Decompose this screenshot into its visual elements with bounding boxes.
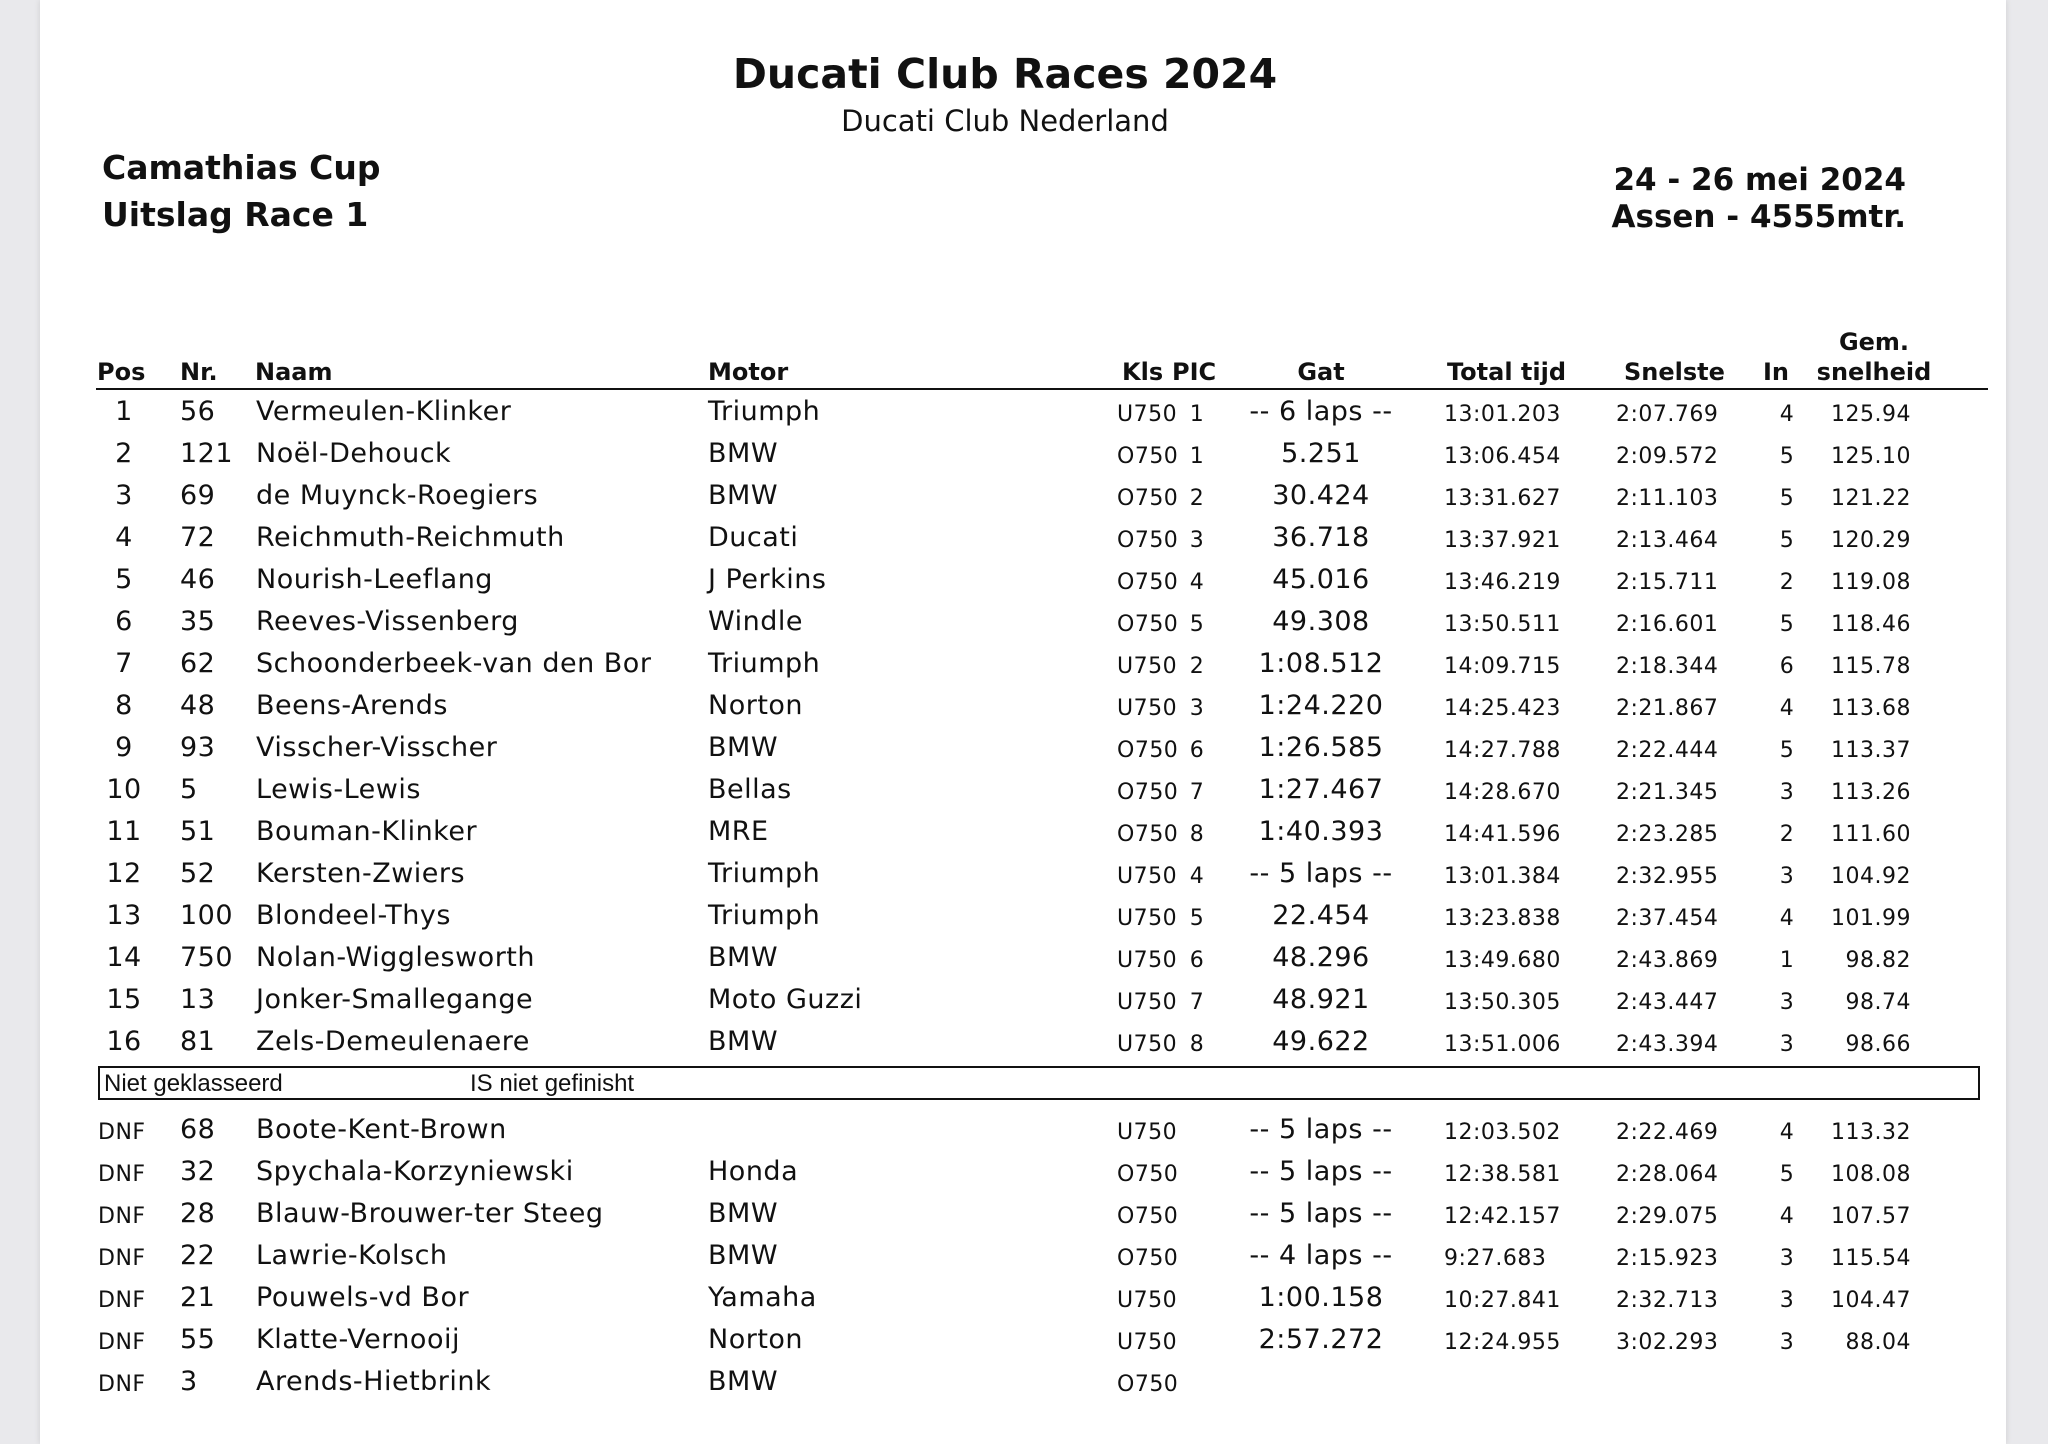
cell-gem: 104.47 (1831, 1288, 1911, 1313)
cell-nr: 93 (180, 732, 216, 763)
cell-pic: 4 (1189, 570, 1205, 595)
cell-pos: 9 (115, 732, 133, 763)
cell-motor: Honda (708, 1156, 799, 1187)
cell-motor: Norton (708, 1324, 804, 1355)
cell-total: 12:42.157 (1444, 1204, 1561, 1229)
result-row (40, 942, 2006, 984)
result-row (40, 900, 2006, 942)
cell-pic: 4 (1189, 864, 1205, 889)
cell-motor: J Perkins (708, 564, 827, 595)
cell-nr: 68 (180, 1114, 216, 1145)
cell-nr: 46 (180, 564, 216, 595)
cell-snelste: 2:29.075 (1616, 1204, 1719, 1229)
cell-motor: Ducati (708, 522, 799, 553)
cell-gat: 2:57.272 (1258, 1324, 1384, 1355)
cell-naam: Nolan-Wigglesworth (256, 942, 535, 973)
cell-gat: 30.424 (1272, 480, 1370, 511)
cell-gem: 104.92 (1831, 864, 1911, 889)
cell-naam: Reichmuth-Reichmuth (256, 522, 565, 553)
cell-in: 5 (1779, 528, 1795, 553)
result-row (40, 984, 2006, 1026)
not-classified-label: Niet geklasseerd (104, 1070, 283, 1097)
cell-pos: DNF (98, 1204, 146, 1229)
not-classified-note: IS niet gefinisht (470, 1070, 635, 1097)
cell-total: 14:28.670 (1444, 780, 1561, 805)
cell-gat: 48.921 (1272, 984, 1370, 1015)
cell-gat: -- 5 laps -- (1249, 1114, 1393, 1145)
cell-in: 6 (1779, 654, 1795, 679)
header-rule (96, 388, 1988, 390)
cell-nr: 72 (180, 522, 216, 553)
cell-pos: 5 (115, 564, 133, 595)
cell-pos: 4 (115, 522, 133, 553)
cell-gat: 1:00.158 (1258, 1282, 1384, 1313)
cell-naam: Klatte-Vernooij (256, 1324, 460, 1355)
cell-total: 13:06.454 (1444, 444, 1561, 469)
cell-nr: 56 (180, 396, 216, 427)
cell-motor: Bellas (708, 774, 792, 805)
result-row (40, 732, 2006, 774)
cell-motor: Norton (708, 690, 804, 721)
cell-kls: O750 (1117, 486, 1179, 511)
cell-motor: BMW (708, 1198, 779, 1229)
cell-nr: 3 (180, 1366, 198, 1397)
cell-motor: BMW (708, 1240, 779, 1271)
cell-nr: 21 (180, 1282, 216, 1313)
cell-pos: 14 (106, 942, 142, 973)
col-kls: Kls (1122, 358, 1164, 386)
result-row (40, 564, 2006, 606)
cell-total: 13:31.627 (1444, 486, 1561, 511)
col-pos: Pos (97, 358, 146, 386)
cell-gem: 98.82 (1845, 948, 1911, 973)
cell-gem: 113.32 (1831, 1120, 1911, 1145)
result-row (40, 438, 2006, 480)
cell-in: 4 (1779, 1204, 1795, 1229)
cell-kls: U750 (1117, 1120, 1178, 1145)
cell-gat: 49.622 (1272, 1026, 1370, 1057)
cell-gem: 113.26 (1831, 780, 1911, 805)
dnf-row (40, 1240, 2006, 1282)
cell-pic: 7 (1189, 780, 1205, 805)
cell-gem: 98.66 (1845, 1032, 1911, 1057)
cell-gem: 120.29 (1831, 528, 1911, 553)
cell-kls: U750 (1117, 864, 1178, 889)
result-row (40, 690, 2006, 732)
cell-nr: 81 (180, 1026, 216, 1057)
cell-nr: 32 (180, 1156, 216, 1187)
result-row (40, 522, 2006, 564)
cell-snelste: 2:23.285 (1616, 822, 1719, 847)
cell-pic: 5 (1189, 612, 1205, 637)
col-gat: Gat (1297, 358, 1345, 386)
cell-total: 13:46.219 (1444, 570, 1561, 595)
cell-pos: 15 (106, 984, 142, 1015)
cell-nr: 55 (180, 1324, 216, 1355)
cell-gem: 115.54 (1831, 1246, 1911, 1271)
cell-gat: 1:40.393 (1258, 816, 1384, 847)
cell-pos: 16 (106, 1026, 142, 1057)
cell-total: 13:50.305 (1444, 990, 1561, 1015)
cell-snelste: 2:07.769 (1616, 402, 1719, 427)
cell-motor: MRE (708, 816, 769, 847)
cell-nr: 22 (180, 1240, 216, 1271)
cell-kls: O750 (1117, 1204, 1179, 1229)
cell-snelste: 2:13.464 (1616, 528, 1719, 553)
cell-motor: Triumph (708, 858, 821, 889)
cell-kls: U750 (1117, 1032, 1178, 1057)
cell-total: 13:49.680 (1444, 948, 1561, 973)
cell-in: 5 (1779, 486, 1795, 511)
cell-nr: 100 (180, 900, 234, 931)
cell-gat: -- 5 laps -- (1249, 1198, 1393, 1229)
cell-in: 3 (1779, 780, 1795, 805)
cell-gat: -- 5 laps -- (1249, 1156, 1393, 1187)
cell-total: 12:03.502 (1444, 1120, 1561, 1145)
cell-naam: Spychala-Korzyniewski (256, 1156, 574, 1187)
cell-snelste: 2:32.955 (1616, 864, 1719, 889)
cell-kls: U750 (1117, 1330, 1178, 1355)
cell-snelste: 2:15.711 (1616, 570, 1719, 595)
cell-motor: BMW (708, 438, 779, 469)
cell-total: 13:23.838 (1444, 906, 1561, 931)
cell-gat: 5.251 (1281, 438, 1361, 469)
cell-kls: O750 (1117, 528, 1179, 553)
cell-total: 14:25.423 (1444, 696, 1561, 721)
cell-snelste: 2:43.869 (1616, 948, 1719, 973)
cell-in: 3 (1779, 1330, 1795, 1355)
cell-pic: 3 (1189, 696, 1205, 721)
cell-pos: 13 (106, 900, 142, 931)
result-row (40, 1026, 2006, 1068)
cell-nr: 62 (180, 648, 216, 679)
cell-nr: 121 (180, 438, 234, 469)
cell-pic: 6 (1189, 948, 1205, 973)
cell-total: 13:37.921 (1444, 528, 1561, 553)
cell-naam: Blondeel-Thys (256, 900, 451, 931)
cell-motor: Triumph (708, 648, 821, 679)
cell-gat: 1:27.467 (1258, 774, 1384, 805)
cell-pos: 7 (115, 648, 133, 679)
cell-nr: 48 (180, 690, 216, 721)
cell-pos: DNF (98, 1246, 146, 1271)
cell-gem: 118.46 (1831, 612, 1911, 637)
cell-naam: Nourish-Leeflang (256, 564, 493, 595)
cell-naam: Bouman-Klinker (256, 816, 478, 847)
cell-snelste: 2:18.344 (1616, 654, 1719, 679)
cell-motor: Triumph (708, 396, 821, 427)
cell-pic: 5 (1189, 906, 1205, 931)
cell-naam: Reeves-Vissenberg (256, 606, 519, 637)
cell-motor: BMW (708, 1026, 779, 1057)
cell-motor: BMW (708, 732, 779, 763)
cell-naam: Blauw-Brouwer-ter Steeg (256, 1198, 604, 1229)
cell-snelste: 2:43.447 (1616, 990, 1719, 1015)
cell-gat: 1:26.585 (1258, 732, 1384, 763)
cell-kls: O750 (1117, 1162, 1179, 1187)
cell-snelste: 2:37.454 (1616, 906, 1719, 931)
cell-in: 5 (1779, 444, 1795, 469)
cell-naam: Visscher-Visscher (256, 732, 498, 763)
result-row (40, 480, 2006, 522)
cell-nr: 28 (180, 1198, 216, 1229)
cell-naam: de Muynck-Roegiers (256, 480, 539, 511)
cell-pos: 12 (106, 858, 142, 889)
cell-naam: Arends-Hietbrink (256, 1366, 492, 1397)
cell-in: 5 (1779, 738, 1795, 763)
cell-motor: Moto Guzzi (708, 984, 863, 1015)
cell-naam: Boote-Kent-Brown (256, 1114, 507, 1145)
cell-kls: O750 (1117, 1246, 1179, 1271)
cell-in: 2 (1779, 822, 1795, 847)
cell-pos: DNF (98, 1162, 146, 1187)
cell-snelste: 2:15.923 (1616, 1246, 1719, 1271)
page-title: Ducati Club Races 2024 (732, 50, 1278, 98)
cell-naam: Vermeulen-Klinker (256, 396, 512, 427)
dnf-row (40, 1114, 2006, 1156)
col-snelste: Snelste (1624, 358, 1725, 386)
cell-total: 10:27.841 (1444, 1288, 1561, 1313)
cell-pic: 2 (1189, 654, 1205, 679)
cell-motor: BMW (708, 942, 779, 973)
cell-snelste: 2:28.064 (1616, 1162, 1719, 1187)
cell-gem: 113.37 (1831, 738, 1911, 763)
cell-gat: -- 6 laps -- (1249, 396, 1393, 427)
cell-in: 2 (1779, 570, 1795, 595)
results-page (40, 0, 2006, 1444)
cell-in: 3 (1779, 864, 1795, 889)
cell-naam: Lawrie-Kolsch (256, 1240, 448, 1271)
cup-name: Camathias Cup (102, 148, 381, 187)
cell-gem: 98.74 (1845, 990, 1911, 1015)
cell-gem: 125.94 (1831, 402, 1911, 427)
cell-pos: 3 (115, 480, 133, 511)
cell-in: 3 (1779, 1246, 1795, 1271)
cell-pos: 10 (106, 774, 142, 805)
cell-naam: Pouwels-vd Bor (256, 1282, 470, 1313)
cell-kls: U750 (1117, 654, 1178, 679)
cell-kls: O750 (1117, 780, 1179, 805)
cell-nr: 5 (180, 774, 198, 805)
cell-gat: -- 5 laps -- (1249, 858, 1393, 889)
cell-nr: 35 (180, 606, 216, 637)
cell-snelste: 2:11.103 (1616, 486, 1719, 511)
cell-in: 5 (1779, 612, 1795, 637)
cell-gem: 88.04 (1845, 1330, 1911, 1355)
cell-total: 13:01.203 (1444, 402, 1561, 427)
cell-total: 12:38.581 (1444, 1162, 1561, 1187)
result-row (40, 858, 2006, 900)
cell-nr: 51 (180, 816, 216, 847)
not-classified-bar (98, 1066, 1980, 1100)
cell-naam: Lewis-Lewis (256, 774, 421, 805)
cell-snelste: 2:21.345 (1616, 780, 1719, 805)
cell-kls: O750 (1117, 822, 1179, 847)
cell-pos: 8 (115, 690, 133, 721)
cell-motor: Triumph (708, 900, 821, 931)
dnf-row (40, 1324, 2006, 1366)
cell-gat: 36.718 (1272, 522, 1370, 553)
page-subtitle: Ducati Club Nederland (841, 104, 1169, 138)
cell-kls: O750 (1117, 738, 1179, 763)
cell-kls: U750 (1117, 990, 1178, 1015)
cell-kls: O750 (1117, 570, 1179, 595)
dnf-row (40, 1366, 2006, 1408)
cell-snelste: 3:02.293 (1616, 1330, 1719, 1355)
cell-gat: 1:24.220 (1258, 690, 1384, 721)
cell-pos: 1 (115, 396, 133, 427)
cell-gat: 45.016 (1272, 564, 1370, 595)
cell-total: 13:50.511 (1444, 612, 1561, 637)
col-gem-line1: Gem. (1838, 328, 1910, 356)
cell-pos: 6 (115, 606, 133, 637)
dnf-row (40, 1282, 2006, 1324)
col-in: In (1763, 358, 1790, 386)
cell-snelste: 2:09.572 (1616, 444, 1719, 469)
cell-motor: Yamaha (708, 1282, 817, 1313)
cell-pos: DNF (98, 1120, 146, 1145)
cell-kls: O750 (1117, 612, 1179, 637)
cell-naam: Zels-Demeulenaere (256, 1026, 530, 1057)
cell-gat: 1:08.512 (1258, 648, 1384, 679)
dnf-row (40, 1198, 2006, 1240)
cell-in: 4 (1779, 696, 1795, 721)
cell-total: 13:51.006 (1444, 1032, 1561, 1057)
cell-gem: 108.08 (1831, 1162, 1911, 1187)
cell-gem: 121.22 (1831, 486, 1911, 511)
cell-kls: O750 (1117, 444, 1179, 469)
cell-snelste: 2:16.601 (1616, 612, 1719, 637)
cell-gem: 101.99 (1831, 906, 1911, 931)
cell-pos: DNF (98, 1288, 146, 1313)
cell-pic: 2 (1189, 486, 1205, 511)
cell-nr: 52 (180, 858, 216, 889)
dnf-row (40, 1156, 2006, 1198)
cell-snelste: 2:22.469 (1616, 1120, 1719, 1145)
cell-pos: 11 (106, 816, 142, 847)
event-dates: 24 - 26 mei 2024 (1613, 162, 1906, 198)
cell-kls: U750 (1117, 906, 1178, 931)
cell-nr: 750 (180, 942, 234, 973)
cell-snelste: 2:22.444 (1616, 738, 1719, 763)
cell-pos: DNF (98, 1372, 146, 1397)
cell-gem: 107.57 (1831, 1204, 1911, 1229)
race-name: Uitslag Race 1 (102, 195, 369, 234)
cell-gat: 49.308 (1272, 606, 1370, 637)
cell-kls: U750 (1117, 1288, 1178, 1313)
cell-motor: BMW (708, 1366, 779, 1397)
cell-in: 4 (1779, 1120, 1795, 1145)
col-nr: Nr. (180, 358, 218, 386)
cell-pos: DNF (98, 1330, 146, 1355)
cell-motor: Windle (708, 606, 803, 637)
result-row (40, 606, 2006, 648)
cell-pic: 3 (1189, 528, 1205, 553)
result-row (40, 774, 2006, 816)
cell-gat: 22.454 (1272, 900, 1370, 931)
cell-motor: BMW (708, 480, 779, 511)
cell-gem: 111.60 (1831, 822, 1911, 847)
cell-pic: 1 (1189, 444, 1205, 469)
cell-gem: 115.78 (1831, 654, 1911, 679)
cell-pic: 1 (1189, 402, 1205, 427)
cell-in: 3 (1779, 990, 1795, 1015)
cell-total: 12:24.955 (1444, 1330, 1561, 1355)
cell-total: 14:27.788 (1444, 738, 1561, 763)
cell-gat: -- 4 laps -- (1249, 1240, 1393, 1271)
cell-kls: U750 (1117, 402, 1178, 427)
cell-naam: Kersten-Zwiers (256, 858, 466, 889)
cell-kls: O750 (1117, 1372, 1179, 1397)
col-motor: Motor (708, 358, 789, 386)
cell-gat: 48.296 (1272, 942, 1370, 973)
event-venue: Assen - 4555mtr. (1611, 199, 1906, 235)
cell-in: 4 (1779, 906, 1795, 931)
cell-total: 13:01.384 (1444, 864, 1561, 889)
cell-snelste: 2:21.867 (1616, 696, 1719, 721)
cell-gem: 125.10 (1831, 444, 1911, 469)
cell-kls: U750 (1117, 948, 1178, 973)
cell-total: 9:27.683 (1444, 1246, 1547, 1271)
col-pic: PIC (1172, 358, 1217, 386)
col-naam: Naam (255, 358, 333, 386)
col-total: Total tijd (1447, 358, 1567, 386)
cell-snelste: 2:32.713 (1616, 1288, 1719, 1313)
cell-naam: Schoonderbeek-van den Bor (256, 648, 652, 679)
cell-gem: 113.68 (1831, 696, 1911, 721)
result-row (40, 816, 2006, 858)
cell-in: 1 (1779, 948, 1795, 973)
cell-pic: 7 (1189, 990, 1205, 1015)
cell-nr: 69 (180, 480, 216, 511)
cell-nr: 13 (180, 984, 216, 1015)
result-row (40, 648, 2006, 690)
cell-pos: 2 (115, 438, 133, 469)
cell-total: 14:41.596 (1444, 822, 1561, 847)
cell-in: 3 (1779, 1288, 1795, 1313)
cell-gem: 119.08 (1831, 570, 1911, 595)
cell-total: 14:09.715 (1444, 654, 1561, 679)
cell-naam: Noël-Dehouck (256, 438, 452, 469)
cell-pic: 6 (1189, 738, 1205, 763)
cell-in: 5 (1779, 1162, 1795, 1187)
cell-in: 3 (1779, 1032, 1795, 1057)
cell-in: 4 (1779, 402, 1795, 427)
result-row (40, 396, 2006, 438)
cell-naam: Beens-Arends (256, 690, 448, 721)
cell-naam: Jonker-Smallegange (256, 984, 534, 1015)
cell-snelste: 2:43.394 (1616, 1032, 1719, 1057)
cell-pic: 8 (1189, 822, 1205, 847)
cell-pic: 8 (1189, 1032, 1205, 1057)
col-gem-line2: snelheid (1816, 358, 1932, 386)
cell-kls: U750 (1117, 696, 1178, 721)
